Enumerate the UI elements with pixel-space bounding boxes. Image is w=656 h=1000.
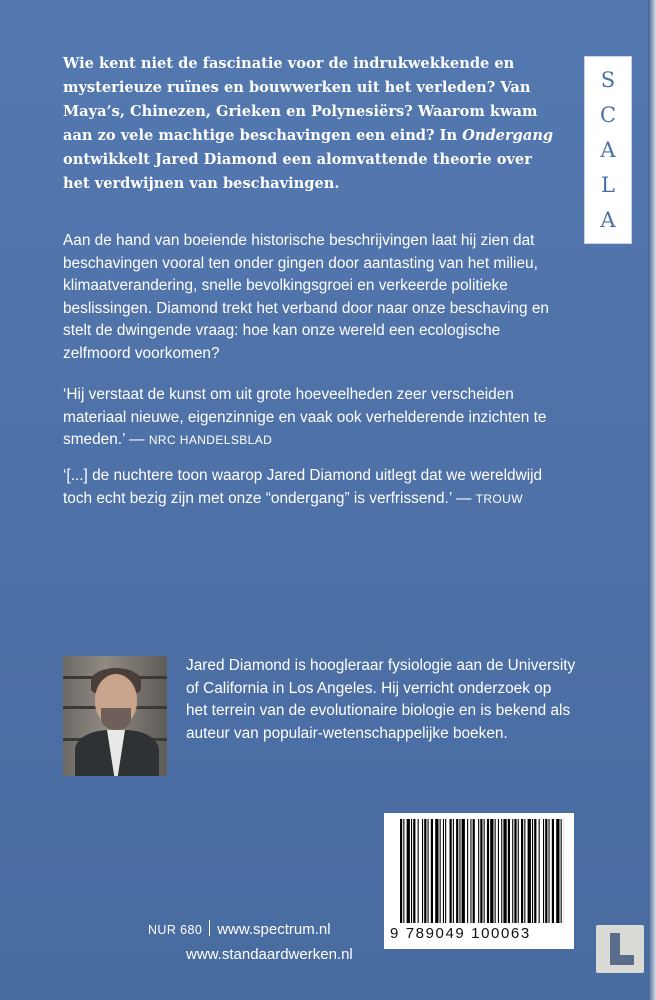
page-edge xyxy=(648,0,656,1000)
nur-line xyxy=(148,920,331,940)
quote-2-text: ‘[...] de nuchtere toon waarop Jared Diamond uitlegt dat we wereldwijd toch echt bezig zijn met onze “ondergang” is verfrissend.’ — xyxy=(63,467,543,507)
barcode-bar xyxy=(521,819,523,923)
review-quote-1 xyxy=(63,384,557,452)
scala-letter-a2: A xyxy=(600,208,616,232)
quote-1-source: NRC HANDELSBLAD xyxy=(148,433,273,448)
barcode-bar xyxy=(543,819,544,923)
scala-letter-c: C xyxy=(599,103,617,127)
barcode-bar xyxy=(498,819,499,923)
barcode-bar xyxy=(459,819,460,923)
barcode-bar xyxy=(549,819,550,923)
barcode-bar xyxy=(445,819,446,923)
barcode-bar xyxy=(411,819,412,923)
barcode-bar xyxy=(484,819,485,923)
barcode-bar xyxy=(400,819,402,923)
quote-2-source: TROUW xyxy=(475,491,523,506)
scala-series-box xyxy=(584,56,632,244)
barcode-bars xyxy=(400,819,564,923)
quote-1-text: ‘Hij verstaat de kunst om uit grote hoeveelheden zeer verscheiden materiaal nieuwe, eigenzinnige en vaak ook verhelderende inzichten te smeden.’ — xyxy=(63,386,547,449)
website-spectrum[interactable]: www.spectrum.nl xyxy=(217,921,331,938)
barcode-bar xyxy=(435,819,438,923)
barcode-bar xyxy=(503,819,506,923)
review-quote-2 xyxy=(63,465,557,510)
barcode xyxy=(384,813,574,949)
barcode-bar xyxy=(501,819,502,923)
barcode-bar xyxy=(512,819,513,923)
scala-letter-s: S xyxy=(600,68,616,92)
blurb-paragraph xyxy=(63,52,557,196)
barcode-bar xyxy=(440,819,441,923)
barcode-bar xyxy=(534,819,536,923)
barcode-bar xyxy=(508,819,510,923)
blurb-part1: Wie kent niet de fascinatie voor de indrukwekkende en mysterieuze ruïnes en bouwwerken uit het verleden? Van Maya’s, Chinezen, Grieken en Polynesiërs? Waarom kwam aan zo vele machtige beschavingen een eind? In xyxy=(63,55,538,144)
barcode-bar xyxy=(539,819,540,923)
author-photo xyxy=(63,656,167,776)
barcode-bar xyxy=(456,819,458,923)
barcode-bar xyxy=(561,819,562,923)
barcode-bar xyxy=(473,819,475,923)
body-paragraph: Aan de hand van boeiende historische beschrijvingen laat hij zien dat beschavingen vooral ten onder gingen door aantasting van het milieu, klimaatverandering, snelle bevolkingsgroei en verkeerde politieke beslissingen. Diamond trekt het verband door naar onze beschaving en stelt de dwingende vraag: hoe kan onze wereld een ecologische zelfmoord voorkomen? xyxy=(63,232,549,362)
barcode-bar xyxy=(418,819,419,923)
separator xyxy=(209,920,210,936)
barcode-bar xyxy=(413,819,415,923)
barcode-bar xyxy=(403,819,404,923)
barcode-bar xyxy=(490,819,493,923)
barcode-bar xyxy=(443,819,444,923)
barcode-bar xyxy=(518,819,519,923)
barcode-bar xyxy=(450,819,452,923)
barcode-bar xyxy=(514,819,516,923)
barcode-bar xyxy=(480,819,482,923)
barcode-bar xyxy=(431,819,433,923)
barcode-bar xyxy=(467,819,468,923)
publisher-logo-icon xyxy=(596,925,644,973)
author-bio: Jared Diamond is hoogleraar fysiologie aan de University of California in Los Angeles. Hij verricht onderzoek op het terrein van de evolutionaire biologie en is bekend als auteur van populair-wetenschappelijke boeken. xyxy=(186,657,576,742)
barcode-bar xyxy=(407,819,410,923)
website-standaardwerken[interactable]: www.standaardwerken.nl xyxy=(186,946,353,963)
barcode-bar xyxy=(545,819,547,923)
barcode-bar xyxy=(528,819,531,923)
scala-letter-l: L xyxy=(601,173,615,197)
nur-code: NUR 680 xyxy=(148,923,203,937)
barcode-bar xyxy=(524,819,525,923)
barcode-bar xyxy=(422,819,423,923)
barcode-bar xyxy=(478,819,479,923)
barcode-bar xyxy=(470,819,471,923)
barcode-bar xyxy=(428,819,429,923)
barcode-bar xyxy=(495,819,496,923)
blurb-part2: ontwikkelt Jared Diamond een alomvattende theorie over het verdwijnen van beschavingen. xyxy=(63,151,532,192)
barcode-digits: 9 789049 100063 xyxy=(390,925,531,942)
book-title-italic: Ondergang xyxy=(462,127,554,144)
barcode-bar xyxy=(556,819,559,923)
barcode-bar xyxy=(552,819,554,923)
barcode-bar xyxy=(462,819,465,923)
barcode-bar xyxy=(532,819,533,923)
barcode-bar xyxy=(453,819,454,923)
barcode-bar xyxy=(424,819,426,923)
barcode-bar xyxy=(487,819,489,923)
scala-letter-a: A xyxy=(600,138,616,162)
